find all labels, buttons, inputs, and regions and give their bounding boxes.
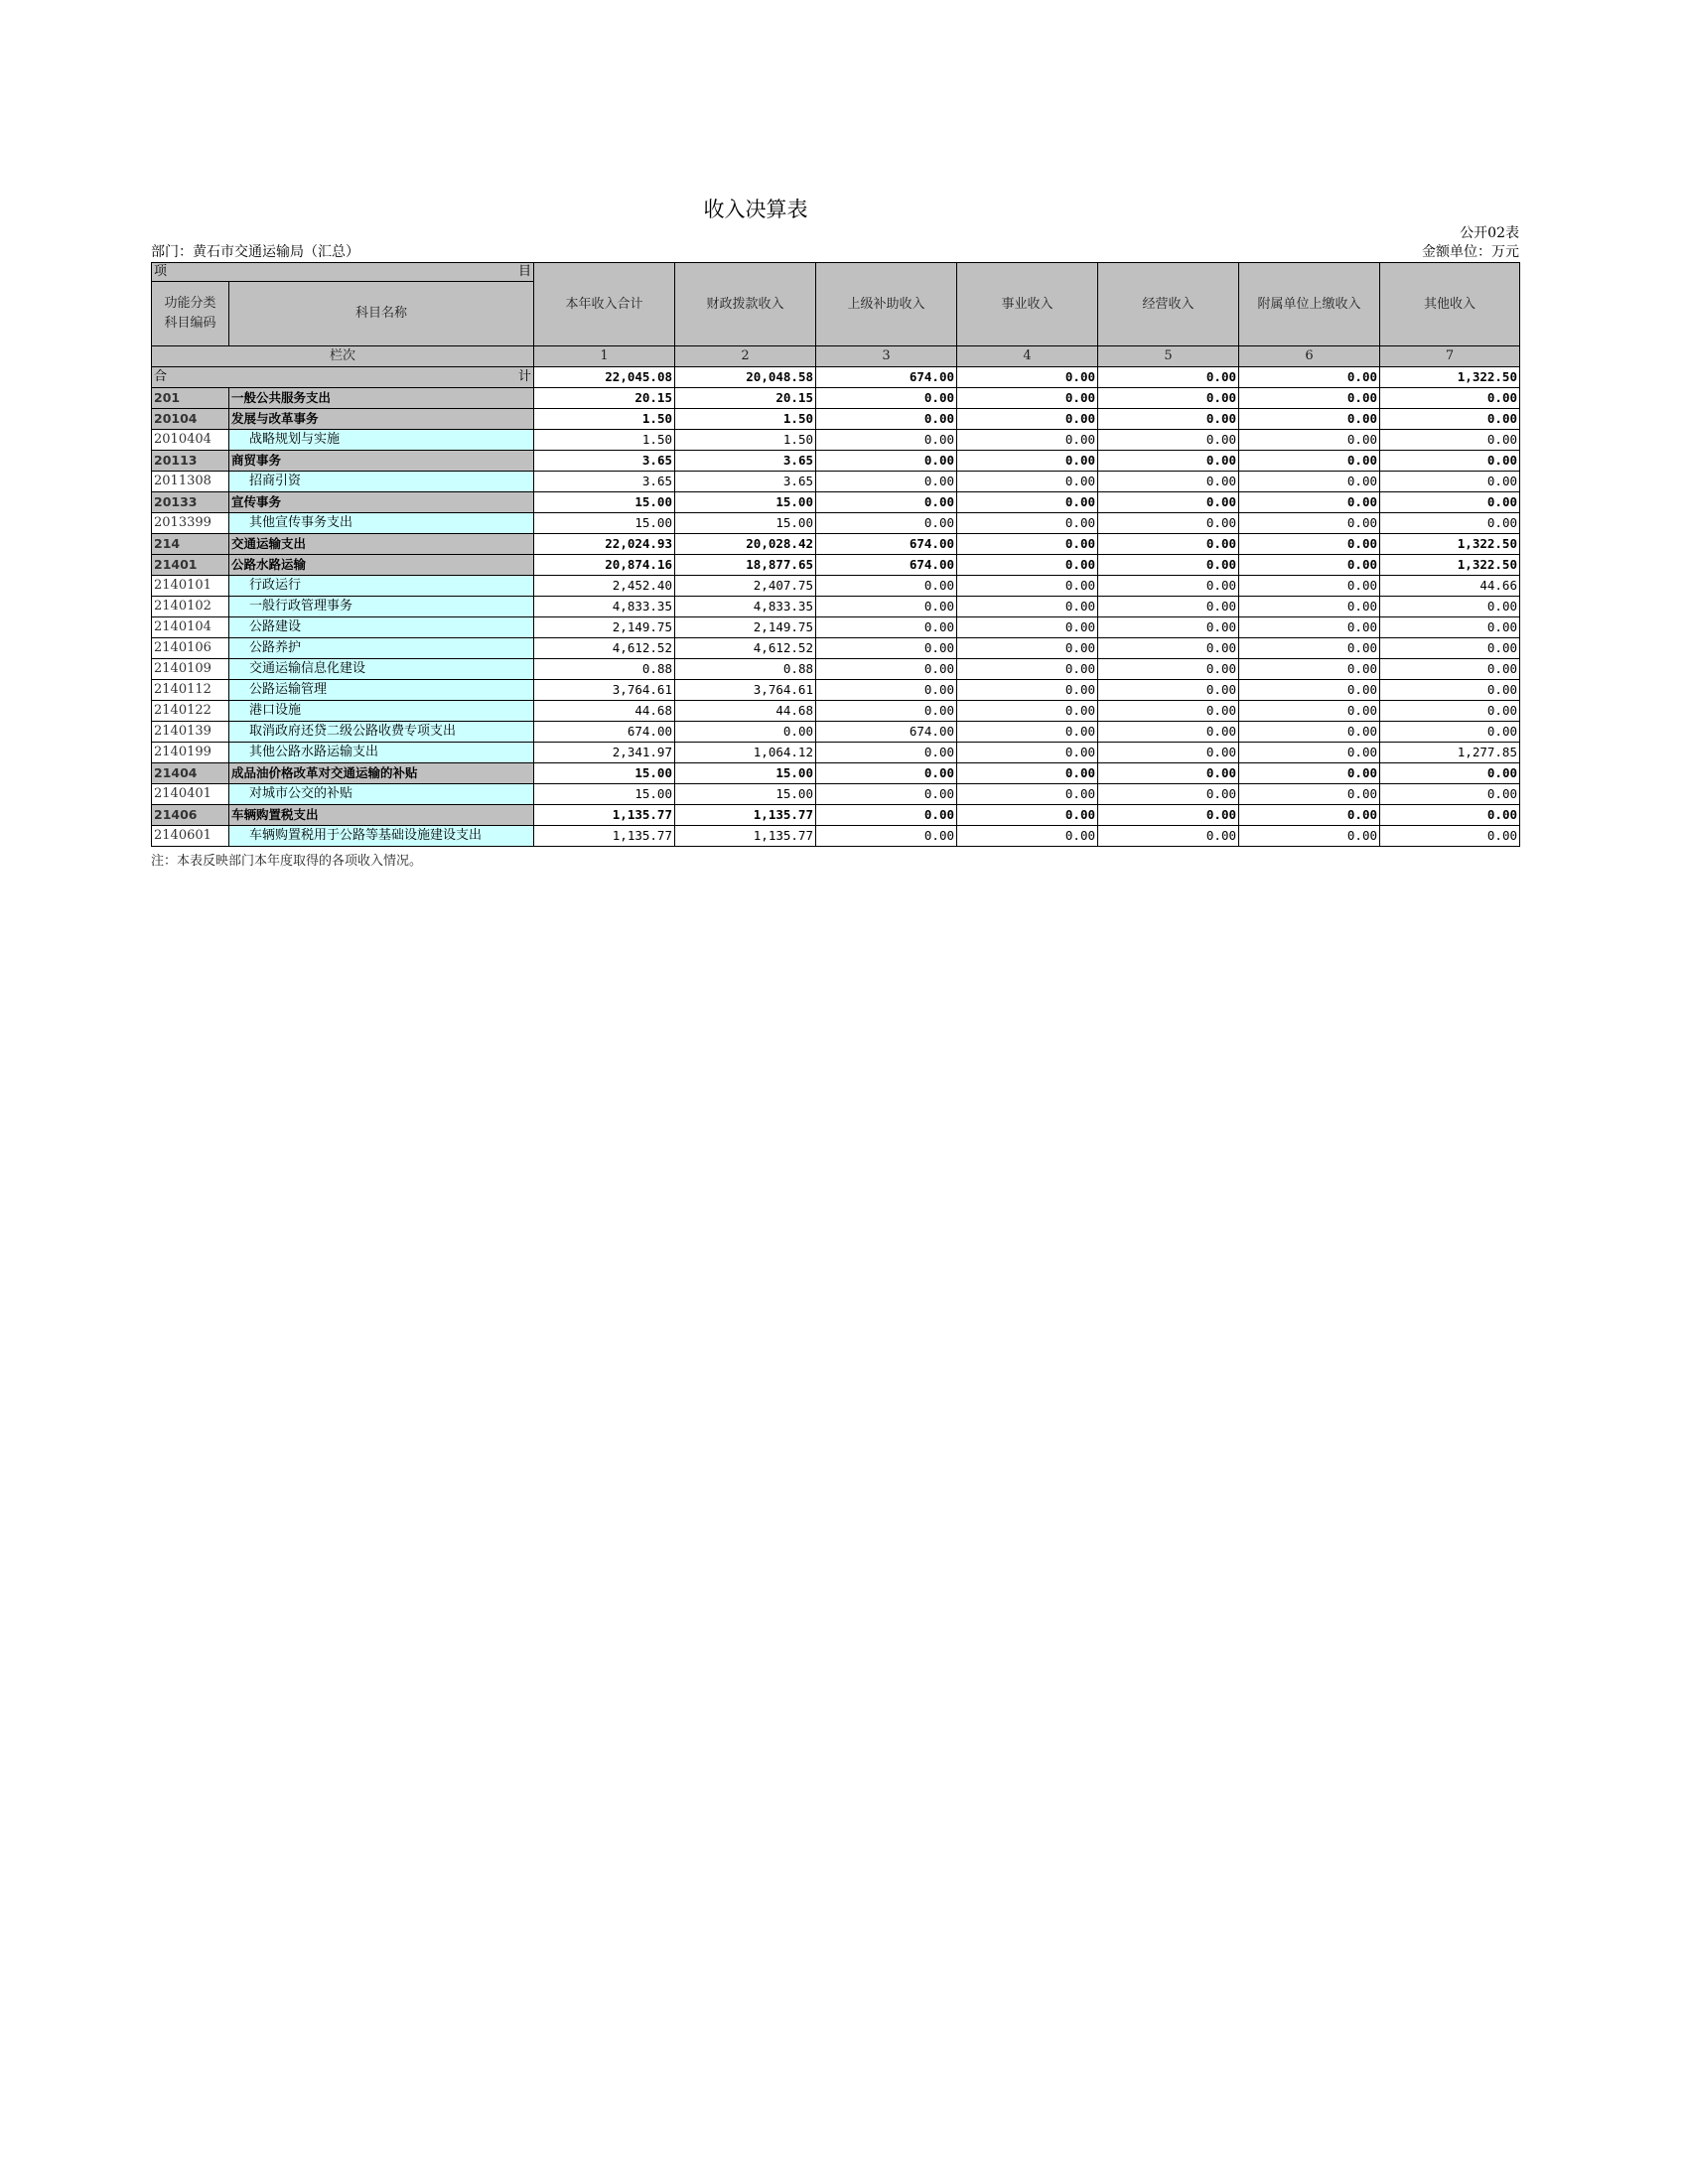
amount-cell: 22,024.93 <box>534 534 675 555</box>
amount-cell: 0.00 <box>675 722 816 743</box>
table-row <box>152 826 1520 847</box>
table-body <box>152 388 1520 847</box>
amount-cell: 15.00 <box>534 784 675 805</box>
amount-cell: 0.00 <box>1239 763 1380 784</box>
col-number: 3 <box>816 346 957 367</box>
table-row <box>152 576 1520 597</box>
subject-name: 对城市公交的补贴 <box>229 784 534 805</box>
subject-code: 2140112 <box>152 680 229 701</box>
amount-cell: 0.00 <box>1098 638 1239 659</box>
amount-cell: 1,135.77 <box>534 826 675 847</box>
amount-cell: 0.00 <box>1380 826 1520 847</box>
table-row <box>152 513 1520 534</box>
total-right: 计 <box>517 369 531 384</box>
amount-cell: 0.00 <box>1239 617 1380 638</box>
report-page <box>151 195 1519 869</box>
amount-cell: 0.00 <box>957 513 1098 534</box>
amount-cell: 0.00 <box>1098 763 1239 784</box>
amount-cell: 0.00 <box>1380 409 1520 430</box>
amount-cell: 0.00 <box>1098 743 1239 763</box>
amount-cell: 0.00 <box>1239 388 1380 409</box>
subject-code: 2140401 <box>152 784 229 805</box>
amount-cell: 0.00 <box>1239 451 1380 472</box>
subject-name: 公路建设 <box>229 617 534 638</box>
subject-code: 2140122 <box>152 701 229 722</box>
amount-cell: 0.00 <box>1239 784 1380 805</box>
amount-cell: 20.15 <box>675 388 816 409</box>
amount-cell: 15.00 <box>675 784 816 805</box>
amount-cell: 0.00 <box>957 680 1098 701</box>
amount-cell: 0.00 <box>957 659 1098 680</box>
subject-name: 其他公路水路运输支出 <box>229 743 534 763</box>
amount-cell: 0.00 <box>1380 805 1520 826</box>
amount-cell: 3,764.61 <box>534 680 675 701</box>
amount-cell: 1.50 <box>675 430 816 451</box>
subject-name: 成品油价格改革对交通运输的补贴 <box>229 763 534 784</box>
amount-cell: 1,322.50 <box>1380 555 1520 576</box>
col-number: 7 <box>1380 346 1520 367</box>
amount-cell: 0.00 <box>816 638 957 659</box>
subject-name: 发展与改革事务 <box>229 409 534 430</box>
amount-cell: 0.00 <box>1239 826 1380 847</box>
amount-cell: 0.00 <box>1380 451 1520 472</box>
col-number: 5 <box>1098 346 1239 367</box>
table-note: 注：本表反映部门本年度取得的各项收入情况。 <box>151 854 423 869</box>
amount-cell: 4,833.35 <box>534 597 675 617</box>
subject-code: 2140199 <box>152 743 229 763</box>
amount-cell: 0.00 <box>1098 492 1239 513</box>
amount-cell: 3.65 <box>534 451 675 472</box>
amount-cell: 0.00 <box>1098 451 1239 472</box>
amount-cell: 3,764.61 <box>675 680 816 701</box>
form-number: 公开02表 <box>1460 225 1519 241</box>
amount-cell: 0.00 <box>957 826 1098 847</box>
amount-cell: 0.00 <box>1239 638 1380 659</box>
amount-cell: 0.00 <box>816 680 957 701</box>
amount-cell: 2,149.75 <box>534 617 675 638</box>
amount-cell: 0.00 <box>957 430 1098 451</box>
amount-cell: 0.00 <box>1380 430 1520 451</box>
amount-cell: 0.00 <box>1098 617 1239 638</box>
table-row <box>152 388 1520 409</box>
subject-code: 21401 <box>152 555 229 576</box>
table-row <box>152 784 1520 805</box>
table-row <box>152 805 1520 826</box>
amount-cell: 0.00 <box>816 784 957 805</box>
amount-cell: 15.00 <box>534 492 675 513</box>
amount-cell: 1.50 <box>534 430 675 451</box>
amount-cell: 0.00 <box>816 430 957 451</box>
header-col-5: 经营收入 <box>1098 263 1239 346</box>
table-row <box>152 617 1520 638</box>
amount-cell: 4,612.52 <box>675 638 816 659</box>
amount-cell: 0.00 <box>1380 492 1520 513</box>
subject-code: 2140601 <box>152 826 229 847</box>
amount-cell: 0.00 <box>816 513 957 534</box>
amount-cell: 0.00 <box>1239 576 1380 597</box>
amount-cell: 0.00 <box>1380 638 1520 659</box>
subject-code: 2140139 <box>152 722 229 743</box>
subject-name: 行政运行 <box>229 576 534 597</box>
amount-cell: 2,452.40 <box>534 576 675 597</box>
table-row <box>152 743 1520 763</box>
subject-name: 车辆购置税支出 <box>229 805 534 826</box>
amount-cell: 0.00 <box>1239 555 1380 576</box>
header-code-label: 功能分类 科目编码 <box>152 282 229 346</box>
amount-cell: 3.65 <box>534 472 675 492</box>
amount-cell: 674.00 <box>816 534 957 555</box>
amount-cell: 0.00 <box>1098 555 1239 576</box>
amount-cell: 15.00 <box>675 513 816 534</box>
amount-cell: 1,135.77 <box>675 826 816 847</box>
amount-cell: 0.00 <box>957 597 1098 617</box>
amount-cell: 0.00 <box>957 617 1098 638</box>
amount-cell: 0.00 <box>1380 597 1520 617</box>
table-row <box>152 534 1520 555</box>
amount-cell: 1,135.77 <box>675 805 816 826</box>
subject-name: 宣传事务 <box>229 492 534 513</box>
table-row <box>152 451 1520 472</box>
header-col-7: 其他收入 <box>1380 263 1520 346</box>
amount-cell: 0.00 <box>1380 763 1520 784</box>
amount-cell: 0.00 <box>957 409 1098 430</box>
amount-cell: 15.00 <box>534 513 675 534</box>
amount-cell: 0.00 <box>1380 472 1520 492</box>
table-row <box>152 492 1520 513</box>
amount-cell: 0.00 <box>816 492 957 513</box>
header-item-cell <box>152 263 534 282</box>
table-row <box>152 659 1520 680</box>
amount-cell: 0.00 <box>957 784 1098 805</box>
amount-cell: 0.00 <box>1098 805 1239 826</box>
amount-cell: 0.00 <box>1239 430 1380 451</box>
amount-cell: 1.50 <box>675 409 816 430</box>
col-number: 6 <box>1239 346 1380 367</box>
amount-cell: 20,028.42 <box>675 534 816 555</box>
amount-cell: 0.00 <box>1098 534 1239 555</box>
amount-cell: 0.00 <box>816 576 957 597</box>
total-value: 0.00 <box>957 367 1098 388</box>
amount-cell: 0.00 <box>957 388 1098 409</box>
meta-row <box>151 243 1519 262</box>
subject-name: 招商引资 <box>229 472 534 492</box>
subject-code: 20113 <box>152 451 229 472</box>
total-value: 22,045.08 <box>534 367 675 388</box>
amount-cell: 1.50 <box>534 409 675 430</box>
subject-code: 2013399 <box>152 513 229 534</box>
amount-cell: 0.00 <box>1098 597 1239 617</box>
amount-cell: 674.00 <box>534 722 675 743</box>
total-value: 0.00 <box>1239 367 1380 388</box>
amount-cell: 0.00 <box>1380 659 1520 680</box>
table-row <box>152 722 1520 743</box>
col-number: 1 <box>534 346 675 367</box>
amount-cell: 18,877.65 <box>675 555 816 576</box>
total-value: 0.00 <box>1098 367 1239 388</box>
amount-cell: 0.00 <box>957 555 1098 576</box>
amount-cell: 0.00 <box>816 701 957 722</box>
amount-cell: 0.00 <box>816 659 957 680</box>
subject-name: 其他宣传事务支出 <box>229 513 534 534</box>
amount-cell: 1,277.85 <box>1380 743 1520 763</box>
subject-name: 交通运输支出 <box>229 534 534 555</box>
amount-cell: 0.00 <box>957 805 1098 826</box>
subject-name: 公路水路运输 <box>229 555 534 576</box>
total-value: 20,048.58 <box>675 367 816 388</box>
amount-cell: 20.15 <box>534 388 675 409</box>
amount-cell: 0.00 <box>1098 826 1239 847</box>
amount-cell: 0.00 <box>1239 409 1380 430</box>
col-number: 2 <box>675 346 816 367</box>
amount-cell: 674.00 <box>816 722 957 743</box>
header-col-4: 事业收入 <box>957 263 1098 346</box>
subject-name: 公路运输管理 <box>229 680 534 701</box>
header-xiang: 项 <box>154 264 168 279</box>
subject-code: 201 <box>152 388 229 409</box>
unit-label: 金额单位：万元 <box>1422 244 1519 260</box>
table-row <box>152 409 1520 430</box>
amount-cell: 0.00 <box>1380 784 1520 805</box>
amount-cell: 0.88 <box>534 659 675 680</box>
amount-cell: 0.00 <box>816 826 957 847</box>
total-left: 合 <box>154 369 168 384</box>
amount-cell: 0.00 <box>1098 409 1239 430</box>
amount-cell: 0.00 <box>1380 701 1520 722</box>
header-mu: 目 <box>517 264 531 279</box>
header-row-item <box>152 263 1520 282</box>
amount-cell: 0.00 <box>1098 659 1239 680</box>
amount-cell: 0.00 <box>1239 597 1380 617</box>
header-name-label: 科目名称 <box>229 282 534 346</box>
amount-cell: 1,064.12 <box>675 743 816 763</box>
amount-cell: 0.00 <box>1380 617 1520 638</box>
amount-cell: 0.00 <box>816 805 957 826</box>
subject-name: 一般公共服务支出 <box>229 388 534 409</box>
amount-cell: 0.00 <box>1380 722 1520 743</box>
header-col-3: 上级补助收入 <box>816 263 957 346</box>
amount-cell: 2,407.75 <box>675 576 816 597</box>
department-label: 部门：黄石市交通运输局（汇总） <box>151 244 359 260</box>
amount-cell: 0.00 <box>1239 722 1380 743</box>
amount-cell: 0.00 <box>816 763 957 784</box>
subject-name: 战略规划与实施 <box>229 430 534 451</box>
total-label-cell <box>152 367 534 388</box>
amount-cell: 3.65 <box>675 472 816 492</box>
amount-cell: 0.00 <box>1239 513 1380 534</box>
subject-code: 2140104 <box>152 617 229 638</box>
subject-name: 一般行政管理事务 <box>229 597 534 617</box>
amount-cell: 44.68 <box>534 701 675 722</box>
total-value: 674.00 <box>816 367 957 388</box>
header-col-6: 附属单位上缴收入 <box>1239 263 1380 346</box>
subject-code: 2010404 <box>152 430 229 451</box>
header-col-2: 财政拨款收入 <box>675 263 816 346</box>
amount-cell: 1,135.77 <box>534 805 675 826</box>
subject-name: 交通运输信息化建设 <box>229 659 534 680</box>
amount-cell: 0.00 <box>1098 701 1239 722</box>
subject-name: 车辆购置税用于公路等基础设施建设支出 <box>229 826 534 847</box>
amount-cell: 0.00 <box>1098 680 1239 701</box>
subject-code: 214 <box>152 534 229 555</box>
amount-cell: 0.00 <box>957 763 1098 784</box>
amount-cell: 4,833.35 <box>675 597 816 617</box>
amount-cell: 4,612.52 <box>534 638 675 659</box>
amount-cell: 0.00 <box>957 472 1098 492</box>
header-row-lanci <box>152 346 1520 367</box>
subject-code: 20104 <box>152 409 229 430</box>
table-row <box>152 638 1520 659</box>
amount-cell: 20,874.16 <box>534 555 675 576</box>
amount-cell: 0.00 <box>1239 805 1380 826</box>
amount-cell: 0.00 <box>1098 388 1239 409</box>
income-table <box>151 262 1520 847</box>
subject-code: 2140102 <box>152 597 229 617</box>
amount-cell: 0.00 <box>1098 784 1239 805</box>
amount-cell: 0.00 <box>1239 472 1380 492</box>
amount-cell: 0.00 <box>1239 743 1380 763</box>
amount-cell: 0.00 <box>816 597 957 617</box>
amount-cell: 0.00 <box>1239 534 1380 555</box>
col-number: 4 <box>957 346 1098 367</box>
amount-cell: 2,149.75 <box>675 617 816 638</box>
amount-cell: 0.00 <box>1380 513 1520 534</box>
amount-cell: 1,322.50 <box>1380 534 1520 555</box>
total-row <box>152 367 1520 388</box>
table-row <box>152 763 1520 784</box>
subject-code: 2140106 <box>152 638 229 659</box>
subject-code: 2140101 <box>152 576 229 597</box>
table-row <box>152 597 1520 617</box>
amount-cell: 0.00 <box>1239 492 1380 513</box>
amount-cell: 0.00 <box>957 576 1098 597</box>
amount-cell: 0.00 <box>1098 576 1239 597</box>
amount-cell: 2,341.97 <box>534 743 675 763</box>
subject-code: 2011308 <box>152 472 229 492</box>
subject-code: 21404 <box>152 763 229 784</box>
subject-name: 公路养护 <box>229 638 534 659</box>
amount-cell: 0.00 <box>816 472 957 492</box>
subject-code: 21406 <box>152 805 229 826</box>
table-row <box>152 555 1520 576</box>
amount-cell: 0.00 <box>957 534 1098 555</box>
subject-name: 港口设施 <box>229 701 534 722</box>
amount-cell: 0.88 <box>675 659 816 680</box>
table-row <box>152 680 1520 701</box>
amount-cell: 0.00 <box>1098 722 1239 743</box>
amount-cell: 0.00 <box>1380 680 1520 701</box>
amount-cell: 0.00 <box>1098 430 1239 451</box>
amount-cell: 0.00 <box>1239 659 1380 680</box>
total-value: 1,322.50 <box>1380 367 1520 388</box>
subject-name: 商贸事务 <box>229 451 534 472</box>
amount-cell: 0.00 <box>1239 680 1380 701</box>
amount-cell: 0.00 <box>1239 701 1380 722</box>
amount-cell: 44.66 <box>1380 576 1520 597</box>
table-row <box>152 472 1520 492</box>
amount-cell: 0.00 <box>816 409 957 430</box>
amount-cell: 44.68 <box>675 701 816 722</box>
header-col-1: 本年收入合计 <box>534 263 675 346</box>
amount-cell: 0.00 <box>1098 472 1239 492</box>
amount-cell: 0.00 <box>957 722 1098 743</box>
amount-cell: 0.00 <box>957 743 1098 763</box>
amount-cell: 0.00 <box>1098 513 1239 534</box>
amount-cell: 0.00 <box>957 701 1098 722</box>
subject-code: 20133 <box>152 492 229 513</box>
amount-cell: 0.00 <box>816 617 957 638</box>
amount-cell: 0.00 <box>1380 388 1520 409</box>
amount-cell: 3.65 <box>675 451 816 472</box>
amount-cell: 0.00 <box>957 638 1098 659</box>
amount-cell: 674.00 <box>816 555 957 576</box>
amount-cell: 15.00 <box>675 492 816 513</box>
page-title: 收入决算表 <box>703 198 808 221</box>
table-row <box>152 430 1520 451</box>
table-row <box>152 701 1520 722</box>
amount-cell: 0.00 <box>816 451 957 472</box>
amount-cell: 0.00 <box>957 492 1098 513</box>
amount-cell: 0.00 <box>957 451 1098 472</box>
subject-name: 取消政府还贷二级公路收费专项支出 <box>229 722 534 743</box>
lanci-label: 栏次 <box>152 346 534 367</box>
subject-code: 2140109 <box>152 659 229 680</box>
amount-cell: 0.00 <box>816 388 957 409</box>
amount-cell: 15.00 <box>675 763 816 784</box>
amount-cell: 15.00 <box>534 763 675 784</box>
amount-cell: 0.00 <box>816 743 957 763</box>
